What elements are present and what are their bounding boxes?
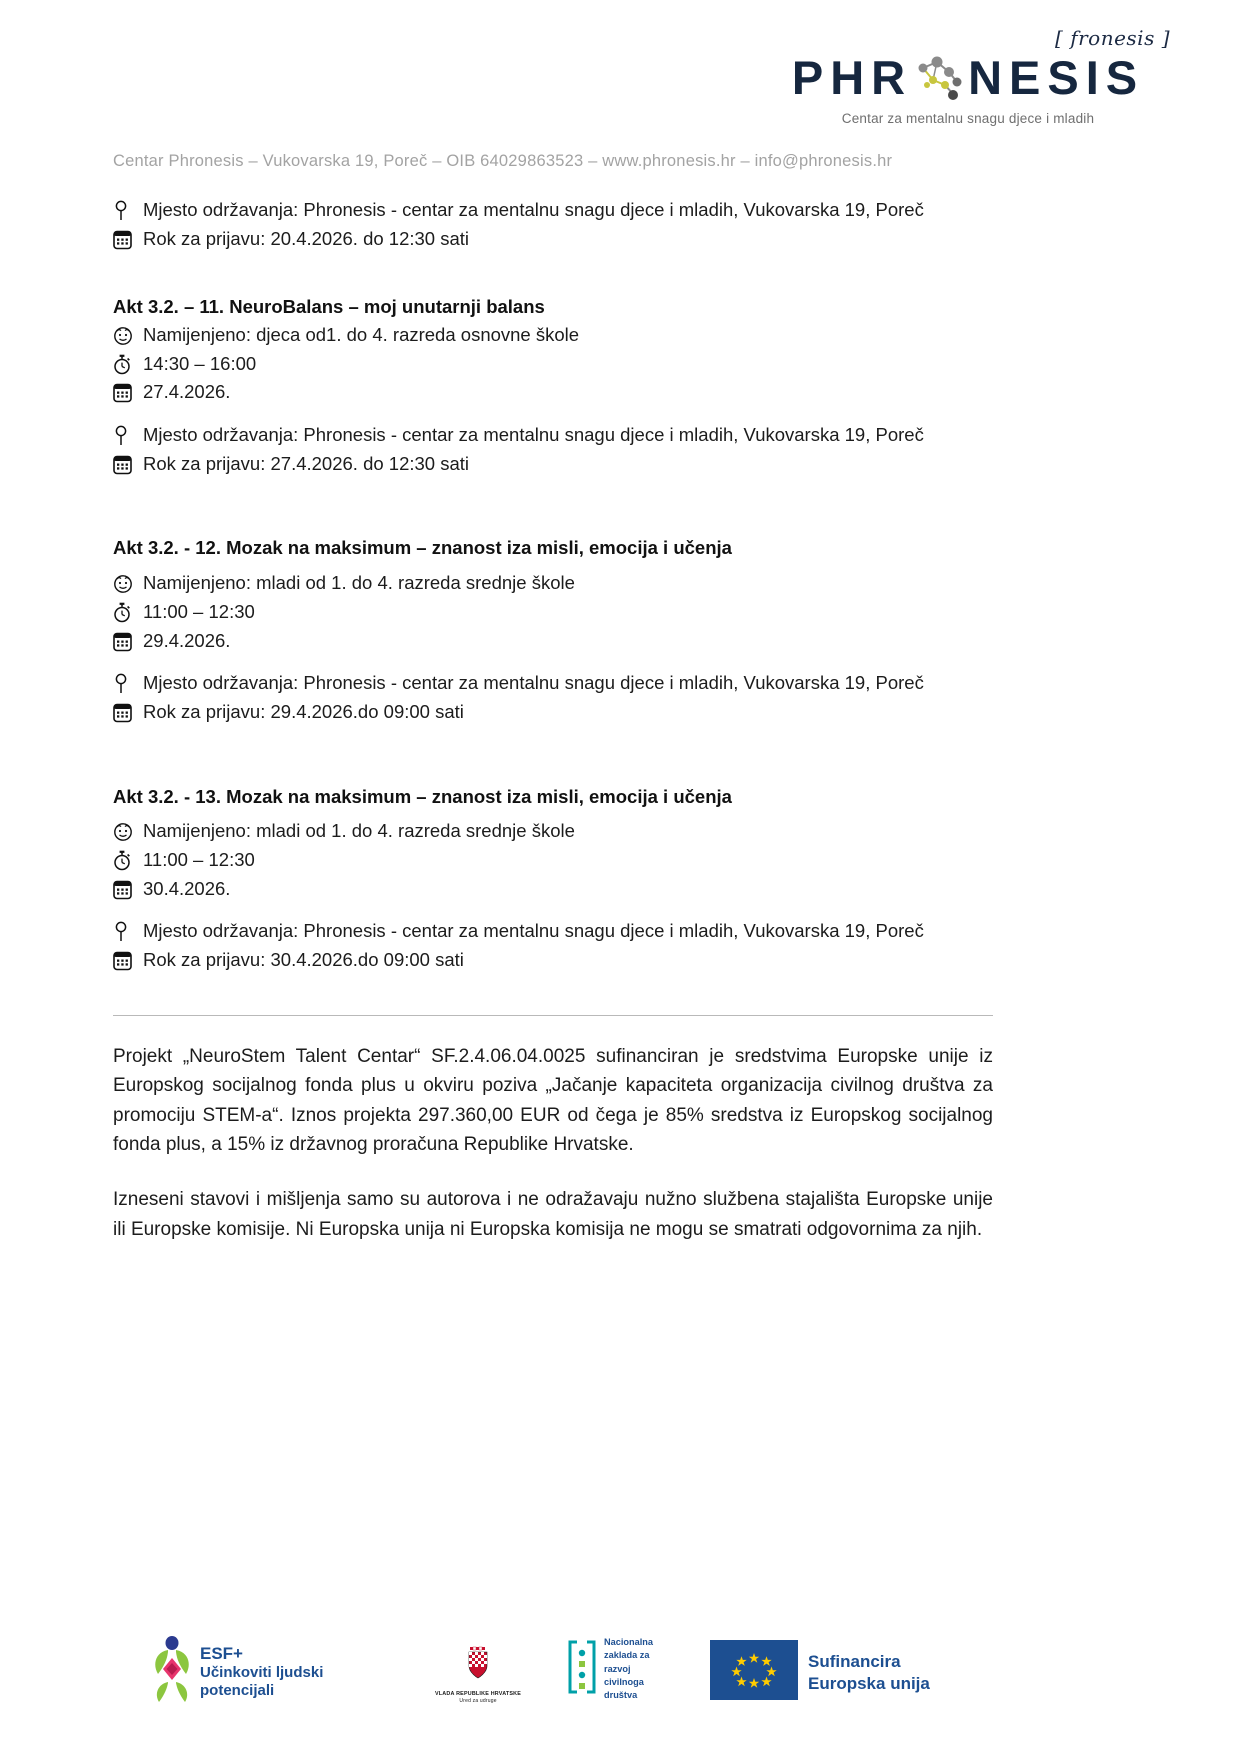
calendar-icon	[113, 877, 143, 903]
esf-line1: Učinkoviti ljudski	[200, 1663, 324, 1681]
vlada-line1: VLADA REPUBLIKE HRVATSKE	[435, 1691, 522, 1697]
time-text: 11:00 – 12:30	[143, 848, 255, 870]
deadline-text: Rok za prijavu: 29.4.2026.do 09:00 sati	[143, 700, 464, 722]
nz-line5: društva	[604, 1690, 638, 1701]
calendar-icon	[113, 227, 143, 253]
location-line	[113, 917, 993, 946]
deadline-text: Rok za prijavu: 20.4.2026. do 12:30 sati	[143, 227, 470, 249]
wordmark-left: PHR	[791, 50, 913, 104]
location-text: Mjesto održavanja: Phronesis - centar za mentalnu snagu djece i mladih, Vukovarska 19, Poreč	[143, 424, 924, 446]
eu-cofunding-logo	[710, 1640, 930, 1705]
stopwatch-icon	[113, 352, 143, 378]
time-line	[113, 350, 993, 379]
deadline-text: Rok za prijavu: 30.4.2026.do 09:00 sati	[143, 949, 464, 970]
time-line	[113, 598, 993, 627]
time-text: 11:00 – 12:30	[143, 600, 255, 622]
time-line	[113, 846, 993, 875]
calendar-icon	[113, 700, 143, 726]
nz-line3: razvoj	[604, 1663, 631, 1674]
child-face-icon	[113, 819, 143, 845]
vlada-rh-logo	[435, 1646, 521, 1706]
funding-paragraph: Projekt „NeuroStem Talent Centar“ SF.2.4.06.04.0025 sufinanciran je sredstvima Europske unije iz Europskog socijalnog fonda plus u okviru poziva „Jačanje kapaciteta organizacija civilnog društva za promociju STEM-a“. Iznos projekta 297.360,00 EUR od čega je 85% sredstva iz Europskog socijalnog fonda plus, a 15% iz državnog proračuna Republike Hrvatske.	[113, 1045, 993, 1155]
eu-flag-icon	[710, 1640, 798, 1705]
nz-line2: zaklada za	[604, 1650, 650, 1661]
phronesis-wordmark	[758, 52, 1178, 102]
vlada-line2: Ured za udruge	[459, 1698, 497, 1705]
location-text: Mjesto održavanja: Phronesis - centar za mentalnu snagu djece i mladih, Vukovarska 19, Poreč	[143, 672, 924, 694]
eu-line2: Europska unija	[808, 1673, 930, 1693]
phronesis-logo	[758, 26, 1178, 126]
stopwatch-icon	[113, 600, 143, 626]
esf-line2: potencijali	[200, 1681, 275, 1699]
child-face-icon	[113, 571, 143, 597]
logo-tagline: Centar za mentalnu snagu djece i mladih	[841, 111, 1095, 126]
map-pin-icon	[113, 198, 143, 224]
esf-leaf-icon	[150, 1636, 194, 1707]
activity-title: Akt 3.2. – 11. NeuroBalans – moj unutarnji balans	[113, 296, 545, 318]
nz-line4: civilnoga	[604, 1677, 644, 1688]
date-line	[113, 875, 993, 904]
deadline-line	[113, 225, 993, 254]
deadline-line	[113, 946, 993, 975]
audience-text: Namijenjeno: mladi od 1. do 4. razreda srednje škole	[143, 572, 575, 594]
audience-line	[113, 817, 993, 846]
deadline-line	[113, 450, 993, 479]
audience-line	[113, 321, 993, 350]
audience-line	[113, 569, 993, 598]
nz-text-block	[604, 1636, 653, 1703]
date-text: 30.4.2026.	[143, 877, 231, 899]
map-pin-icon	[113, 919, 143, 945]
esf-text-block	[200, 1644, 323, 1699]
date-text: 27.4.2026.	[143, 381, 231, 403]
date-text: 29.4.2026.	[143, 629, 231, 651]
esf-title: ESF+	[200, 1643, 243, 1663]
calendar-icon	[113, 452, 143, 478]
fronesis-mark-text: [ fronesis ]	[1055, 26, 1170, 50]
audience-text: Namijenjeno: mladi od 1. do 4. razreda srednje škole	[143, 820, 575, 842]
disclaimer-paragraph: Izneseni stavovi i mišljenja samo su autorova i ne odražavaju nužno službena stajališta Europske unije ili Europske komisije. Ni Europska unija ni Europska komisija ne mogu se smatrati odgovornima za njih.	[113, 1189, 993, 1240]
deadline-text: Rok za prijavu: 27.4.2026. do 12:30 sati	[143, 452, 470, 474]
wordmark-right: NESIS	[968, 50, 1145, 104]
eu-line1: Sufinancira	[808, 1652, 901, 1672]
neural-network-icon	[913, 52, 967, 102]
croatian-coat-of-arms-icon	[466, 1646, 490, 1685]
time-text: 14:30 – 16:00	[143, 352, 257, 374]
date-line	[113, 627, 993, 656]
location-line	[113, 669, 993, 698]
location-text: Mjesto održavanja: Phronesis - centar za mentalnu snagu djece i mladih, Vukovarska 19, Poreč	[143, 920, 924, 942]
date-line	[113, 378, 993, 407]
deadline-line	[113, 698, 993, 727]
header-contact-line: Centar Phronesis – Vukovarska 19, Poreč – OIB 64029863523 – www.phronesis.hr – info@phronesis.hr	[113, 152, 893, 170]
calendar-icon	[113, 380, 143, 406]
map-pin-icon	[113, 423, 143, 449]
child-face-icon	[113, 323, 143, 349]
activity-title: Akt 3.2. - 13. Mozak na maksimum – znanost iza misli, emocija i učenja	[113, 785, 732, 807]
map-pin-icon	[113, 671, 143, 697]
location-line	[113, 196, 993, 225]
stopwatch-icon	[113, 848, 143, 874]
document-content	[113, 196, 993, 1244]
nacionalna-zaklada-logo	[565, 1636, 653, 1703]
eu-text-block	[808, 1651, 930, 1694]
audience-text: Namijenjeno: djeca od1. do 4. razreda osnovne škole	[143, 324, 580, 346]
location-line	[113, 421, 993, 450]
location-text: Mjesto održavanja: Phronesis - centar za mentalnu snagu djece i mladih, Vukovarska 19, Poreč	[143, 199, 924, 220]
nz-line1: Nacionalna	[604, 1637, 654, 1647]
calendar-icon	[113, 948, 143, 974]
activity-title: Akt 3.2. - 12. Mozak na maksimum – znanost iza misli, emocija i učenja	[113, 537, 732, 559]
brackets-icon	[565, 1639, 599, 1700]
calendar-icon	[113, 629, 143, 655]
funding-logo-strip	[150, 1632, 1110, 1722]
esf-plus-logo	[150, 1636, 323, 1707]
